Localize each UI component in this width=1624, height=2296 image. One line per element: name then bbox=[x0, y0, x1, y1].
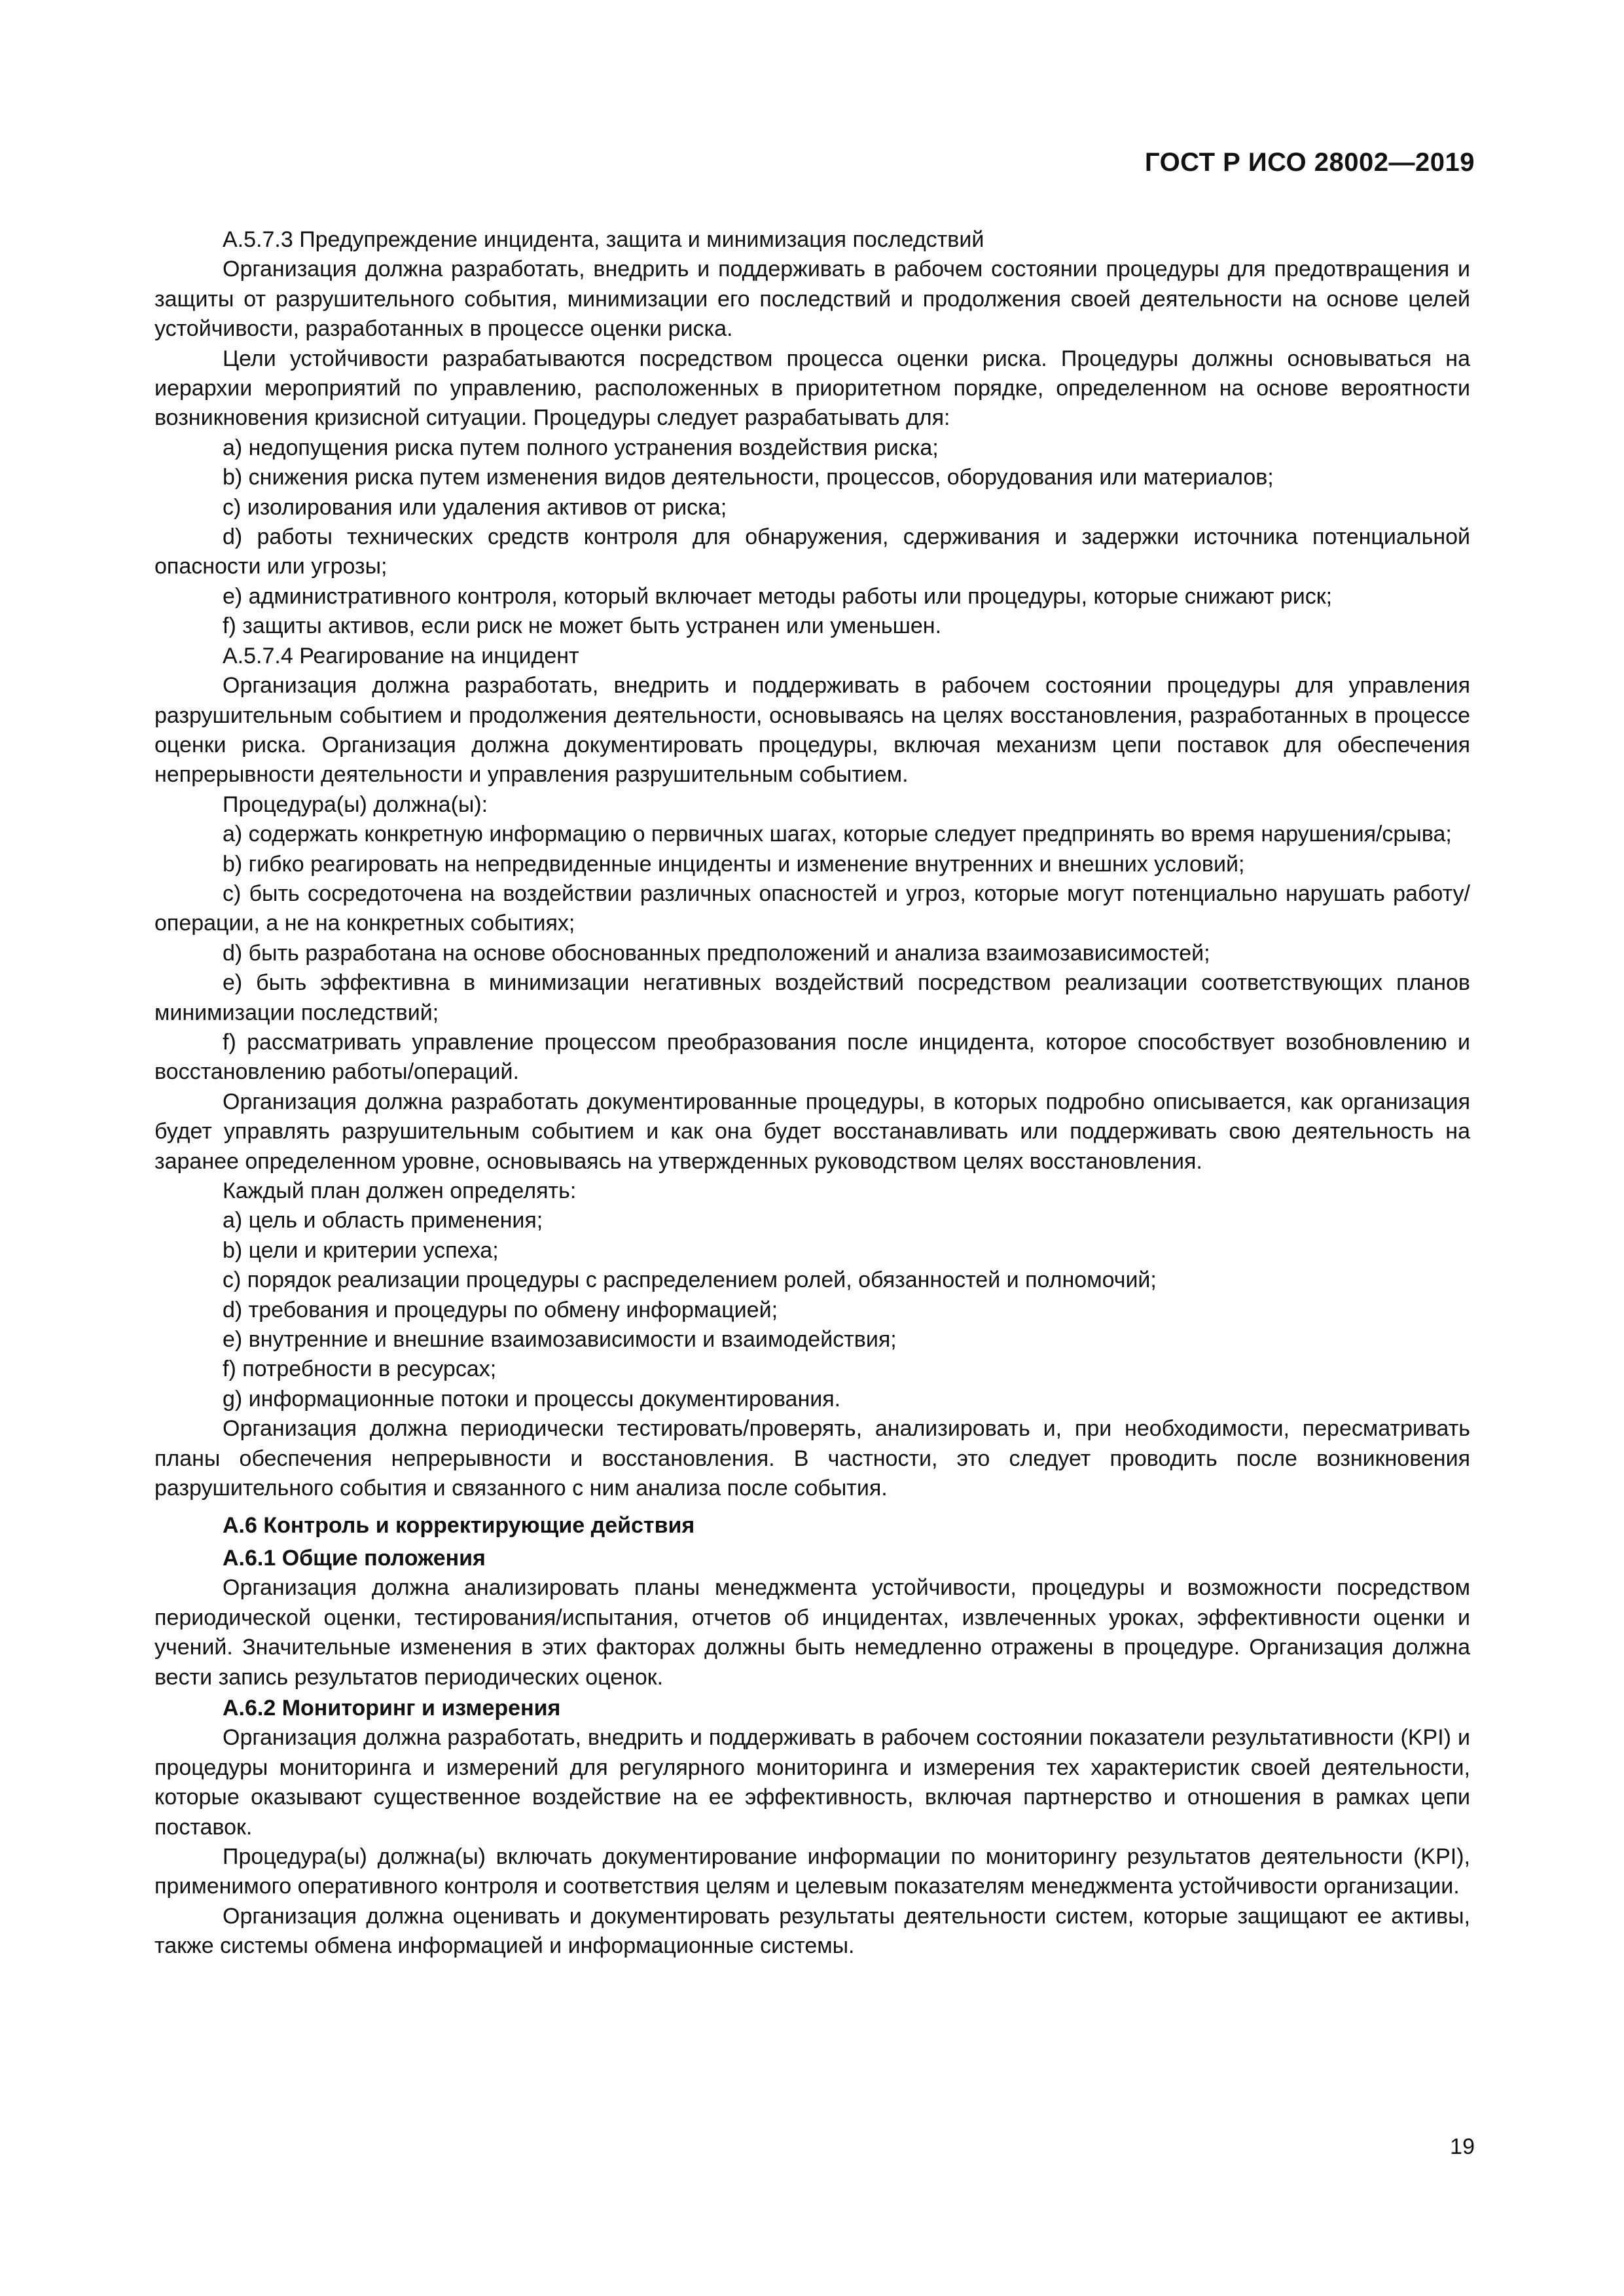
paragraph: Организация должна анализировать планы менеджмента устойчивости, процедуры и возможности посредством периодической оценки, тестирования/испытания, отчетов об инцидентах, извлеченных уроках, эффективности оценки и учений. Значительные изменения в этих факторах должны быть немедленно отражены в процедуре. Организация должна вести запись результатов периодических оценок. bbox=[154, 1575, 1470, 1690]
paragraph: b) гибко реагировать на непредвиденные инциденты и изменение внутренних и внешних условий; bbox=[223, 851, 1245, 877]
paragraph: Процедура(ы) должна(ы): bbox=[223, 792, 488, 817]
paragraph: a) недопущения риска путем полного устранения воздействия риска; bbox=[223, 435, 939, 460]
paragraph: Каждый план должен определять: bbox=[223, 1178, 577, 1203]
paragraph: g) информационные потоки и процессы документирования. bbox=[223, 1386, 841, 1412]
page-number: 19 bbox=[1450, 2134, 1475, 2159]
subsection-heading: А.6.2 Мониторинг и измерения bbox=[223, 1695, 561, 1721]
paragraph: d) работы технических средств контроля для обнаружения, сдерживания и задержки источника потенциальной опасности или угрозы; bbox=[154, 524, 1470, 579]
paragraph: Организация должна оценивать и документировать результаты деятельности систем, которые защищают ее активы, также системы обмена информацией и информационные системы. bbox=[154, 1903, 1470, 1959]
paragraph: Организация должна разработать, внедрить и поддерживать в рабочем состоянии процедуры для управления разрушительным событием и продолжения деятельности, основываясь на целях восстановления, разработанных в процессе оценки риска. Организация должна документировать процедуры, включая механизм цепи поставок для обеспечения непрерывности деятельности и управления разрушительным событием. bbox=[154, 673, 1470, 788]
paragraph: Процедура(ы) должна(ы) включать документирование информации по мониторингу результатов деятельности (KPI), применимого оперативного контроля и соответствия целям и целевым показателям менеджмента устойчивости организации. bbox=[154, 1844, 1470, 1899]
standard-header: ГОСТ Р ИСО 28002—2019 bbox=[1144, 148, 1475, 177]
paragraph: a) содержать конкретную информацию о первичных шагах, которые следует предпринять во время нарушения/срыва; bbox=[223, 822, 1452, 847]
paragraph: f) защиты активов, если риск не может быть устранен или уменьшен. bbox=[223, 613, 942, 639]
paragraph: А.5.7.4 Реагирование на инцидент bbox=[223, 643, 579, 668]
paragraph: c) порядок реализации процедуры с распределением ролей, обязанностей и полномочий; bbox=[223, 1267, 1157, 1293]
section-heading: А.6 Контроль и корректирующие действия bbox=[223, 1513, 695, 1539]
paragraph: c) изолирования или удаления активов от риска; bbox=[223, 494, 727, 520]
paragraph: f) рассматривать управление процессом преобразования после инцидента, которое способствует возобновлению и восстановлению работы/операций. bbox=[154, 1029, 1470, 1085]
document-body bbox=[154, 225, 1470, 1961]
paragraph: d) требования и процедуры по обмену информацией; bbox=[223, 1297, 778, 1322]
paragraph: e) внутренние и внешние взаимозависимости и взаимодействия; bbox=[223, 1327, 897, 1353]
paragraph: e) административного контроля, который включает методы работы или процедуры, которые снижают риск; bbox=[223, 583, 1333, 609]
paragraph: b) снижения риска путем изменения видов деятельности, процессов, оборудования или материалов; bbox=[223, 465, 1274, 490]
paragraph: Организация должна разработать, внедрить и поддерживать в рабочем состоянии показатели результативности (KPI) и процедуры мониторинга и измерений для регулярного мониторинга и измерения тех характеристик своей деятельности, которые оказывают существенное воздействие на ее эффективность, включая партнерство и отношения в рамках цепи поставок. bbox=[154, 1725, 1470, 1840]
paragraph: f) потребности в ресурсах; bbox=[223, 1357, 497, 1382]
paragraph: А.5.7.3 Предупреждение инцидента, защита и минимизация последствий bbox=[223, 227, 984, 252]
paragraph: Организация должна периодически тестировать/проверять, анализировать и, при необходимости, пересматривать планы обеспечения непрерывности и восстановления. В частности, это следует проводить после возникновения разрушительного события и связанного с ним анализа после события. bbox=[154, 1416, 1470, 1501]
paragraph: Цели устойчивости разрабатываются посредством процесса оценки риска. Процедуры должны основываться на иерархии мероприятий по управлению, расположенных в приоритетном порядке, определенном на основе вероятности возникновения кризисной ситуации. Процедуры следует разрабатывать для: bbox=[154, 346, 1470, 431]
paragraph: d) быть разработана на основе обоснованных предположений и анализа взаимозависимостей; bbox=[223, 940, 1210, 966]
paragraph: Организация должна разработать документированные процедуры, в которых подробно описывается, как организация будет управлять разрушительным событием и как она будет восстанавливать или поддерживать свою деятельность на заранее определенном уровне, основываясь на утвержденных руководством целях восстановления. bbox=[154, 1089, 1470, 1174]
paragraph: b) цели и критерии успеха; bbox=[223, 1237, 499, 1263]
paragraph: e) быть эффективна в минимизации негативных воздействий посредством реализации соответствующих планов минимизации последствий; bbox=[154, 970, 1470, 1025]
paragraph: c) быть сосредоточена на воздействии различных опасностей и угроз, которые могут потенциально нарушать работу/операции, а не на конкретных событиях; bbox=[154, 881, 1470, 936]
paragraph: Организация должна разработать, внедрить и поддерживать в рабочем состоянии процедуры для предотвращения и защиты от разрушительного события, минимизации его последствий и продолжения своей деятельности на основе целей устойчивости, разработанных в процессе оценки риска. bbox=[154, 257, 1470, 342]
subsection-heading: А.6.1 Общие положения bbox=[223, 1545, 486, 1571]
paragraph: a) цель и область применения; bbox=[223, 1208, 543, 1233]
